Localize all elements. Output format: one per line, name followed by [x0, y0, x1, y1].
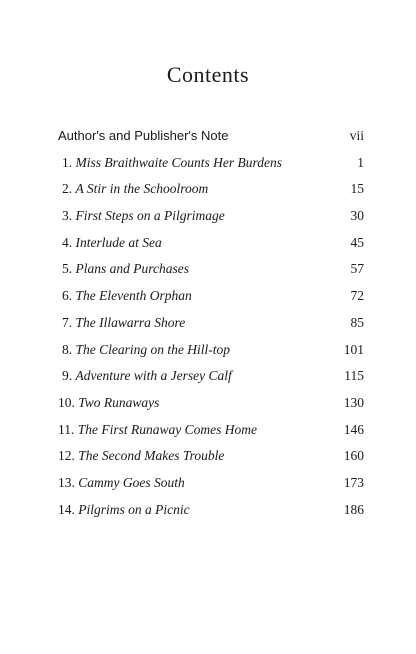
chapter-title: Interlude at Sea	[75, 234, 162, 250]
chapter-page: 85	[350, 314, 364, 330]
chapter-number: 4.	[62, 234, 73, 250]
chapter-page: 15	[350, 181, 364, 197]
chapter-page: 146	[343, 421, 364, 437]
chapter-number: 14.	[58, 501, 75, 517]
toc-entry-chapter	[58, 443, 364, 470]
toc-entry-chapter	[58, 203, 364, 230]
toc-entry-page: vii	[349, 128, 364, 143]
chapter-title: First Steps on a Pilgrimage	[75, 208, 225, 224]
chapter-page: 173	[343, 474, 364, 490]
toc-entry-chapter	[58, 363, 364, 390]
toc-entry-chapter	[58, 390, 364, 417]
chapter-page: 115	[344, 368, 364, 384]
chapter-number: 8.	[62, 341, 73, 357]
toc-entry-chapter	[58, 310, 364, 337]
chapter-number: 2.	[62, 181, 73, 197]
toc-entry-chapter	[58, 176, 364, 203]
toc-entry-chapter	[58, 256, 364, 283]
toc-entry-chapter	[58, 337, 364, 364]
chapter-title: The Illawarra Shore	[75, 314, 186, 330]
toc-entry-chapter	[58, 150, 364, 177]
chapter-page: 160	[343, 448, 364, 464]
toc-entry-chapter	[58, 470, 364, 497]
chapter-title: Pilgrims on a Picnic	[78, 501, 190, 517]
chapter-page: 30	[350, 208, 364, 224]
chapter-number: 10.	[58, 394, 75, 410]
chapter-title: Plans and Purchases	[75, 261, 189, 277]
chapter-title: The Eleventh Orphan	[75, 288, 192, 304]
chapter-page: 130	[343, 394, 364, 410]
table-of-contents	[58, 123, 364, 523]
toc-entry-chapter	[58, 497, 364, 524]
chapter-number: 12.	[58, 448, 75, 464]
toc-entry-label: Author's and Publisher's Note	[58, 128, 229, 143]
chapter-title: The Second Makes Trouble	[78, 448, 225, 464]
chapter-number: 6.	[62, 288, 73, 304]
toc-entry-chapter	[58, 283, 364, 310]
chapter-title: Adventure with a Jersey Calf	[75, 368, 232, 384]
chapter-number: 7.	[62, 314, 73, 330]
chapter-page: 57	[350, 261, 364, 277]
chapter-title: Miss Braithwaite Counts Her Burdens	[75, 154, 283, 170]
chapter-title: The First Runaway Comes Home	[77, 421, 257, 437]
chapter-title: A Stir in the Schoolroom	[75, 181, 209, 197]
chapter-number: 5.	[62, 261, 73, 277]
chapter-number: 3.	[62, 208, 73, 224]
chapter-page: 72	[350, 288, 364, 304]
chapter-page: 186	[343, 501, 364, 517]
page-title: Contents	[166, 62, 250, 87]
toc-entry-chapter	[58, 230, 364, 257]
chapter-page: 101	[343, 341, 364, 357]
chapter-page: 45	[350, 234, 364, 250]
chapter-number: 9.	[62, 368, 73, 384]
chapter-title: Cammy Goes South	[78, 474, 185, 490]
toc-entry-chapter	[58, 417, 364, 444]
chapter-number: 1.	[62, 154, 73, 170]
chapter-title: Two Runaways	[78, 394, 160, 410]
chapter-title: The Clearing on the Hill-top	[75, 341, 230, 357]
chapter-page: 1	[357, 154, 364, 170]
chapter-number: 13.	[58, 474, 75, 490]
chapter-number: 11.	[58, 421, 75, 437]
toc-entry-front-matter	[58, 123, 364, 150]
